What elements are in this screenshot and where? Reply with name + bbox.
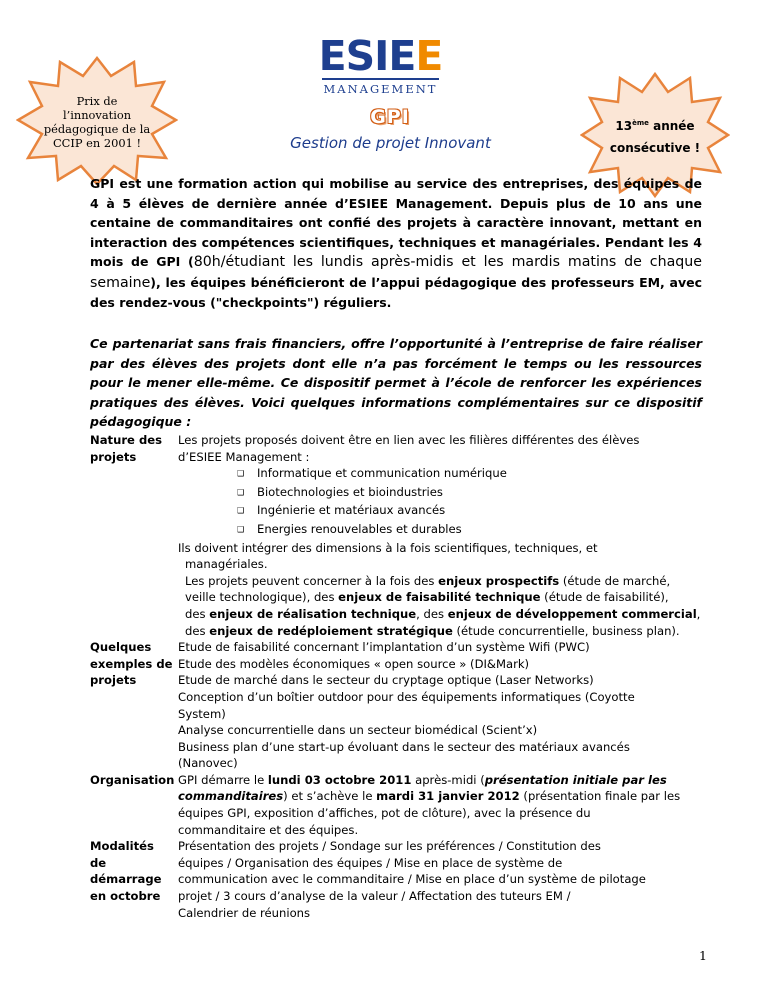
intro-paragraph: GPI est une formation action qui mobilise au service des entreprises, des équipes de 4 à 5 élèves de dernière année d’ESIEE Management. Depuis plus de 10 ans une centaine de commanditaires ont confié des projets à caractère innovant, mettant en interaction des compétences scientifiques, techniques et managériales. Pendant les 4 mois de GPI (80h/étudiant les lundis après-midis et les mardis matins de chaque semaine), les équipes bénéficieront de l’appui pédagogique des professeurs EM, avec des rendez-vous ("checkpoints") réguliers. [90,176,703,310]
list-item: ❑ Energies renouvelables et durables [178,521,710,540]
nature-row [90,432,710,639]
year-text: 13ème année consécutive ! [609,118,701,155]
list-item: Conception d’un boîtier outdoor pour des équipements informatiques (Coyotte [178,689,635,704]
esiee-logo [318,32,443,96]
row-label: Nature des projets [90,433,163,464]
partner-paragraph: Ce partenariat sans frais financiers, offre l’opportunité à l’entreprise de faire réaliser par des élèves des projets dont elle n’a pas forcément le temps ou les ressources pour le mener elle-même. Ce dispositif permet à l’école de renforcer les expériences pratiques des élèves. Voici quelques informations complémentaires sur ce dispositif pédagogique : [90,336,702,429]
page-title: GPI [370,106,410,128]
row-label: Organisation [90,772,175,787]
row-content: GPI démarre le lundi 03 octobre 2011 après-midi (présentation initiale par les commanditaires) et s’achève le mardi 31 janvier 2012 (présentation finale par les équipes GPI, exposition d’affiches, pot de clôture), avec la présence du commanditaire et des équipes. [178,772,681,837]
page-subtitle: Gestion de projet Innovant [290,134,491,152]
row-content [178,639,710,772]
row-content: Présentation des projets / Sondage sur les préférences / Constitution des équipes / Organisation des équipes / Mise en place de système de communication avec le commanditaire / Mise en place d’un système de pilotage projet / 3 cours d’analyse de la valeur / Affectation des tuteurs EM / Calendrier de réunions [178,839,646,920]
award-text: Prix de l’innovation pédagogique de la CCIP en 2001 ! [43,93,151,150]
list-item: Etude de marché dans le secteur du cryptage optique (Laser Networks) [178,673,594,688]
logo-wordmark: ESIEE [318,32,443,80]
list-item: System) [178,706,226,721]
row-content: Les projets proposés doivent être en lien avec les filières différentes des élèves d’ESIEE Management : ❑ Informatique et communication numérique ❑ Biotechnologies et bioindustries ❑ Ingénierie et matériaux avancés ❑ Energies renouvelables et durables Ils doivent intégrer des dimensions à la fois scientifiques, techniques, et managériales. Les projets peuvent concerner à la fois des enjeux prospectifs (étude de marché, veille technologique), des enjeux de faisabilité technique (étude de faisabilité), des enjeux de réalisation technique, des enjeux de développement commercial, des enjeux de redéploiement stratégique (étude concurrentielle, business plan). [178,432,710,639]
checkbox-bullet-icon: ❑ [237,524,245,534]
award-starburst [16,52,178,187]
modalites-row [90,838,710,921]
list-item: (Nanovec) [178,756,238,771]
list-item: Business plan d’une start-up évoluant dans le secteur des matériaux avancés [178,739,630,754]
logo-subtitle: MANAGEMENT [323,82,438,96]
row-label: Modalités de démarrage en octobre [90,839,162,904]
checkbox-bullet-icon: ❑ [237,487,245,497]
list-item: Analyse concurrentielle dans un secteur biomédical (Scient’x) [178,723,538,738]
list-item: Etude des modèles économiques « open source » (DI&Mark) [178,656,530,671]
checkbox-bullet-icon: ❑ [237,506,245,516]
organisation-row [90,772,710,838]
checkbox-bullet-icon: ❑ [237,469,245,479]
info-table [90,432,710,921]
page-number: 1 [699,948,707,963]
examples-row [90,639,710,772]
list-item: Etude de faisabilité concernant l’implantation d’un système Wifi (PWC) [178,640,590,655]
row-label: Quelques exemples de projets [90,640,173,688]
list-item: ❑ Ingénierie et matériaux avancés [178,502,710,521]
list-item: ❑ Biotechnologies et bioindustries [178,484,710,503]
list-item: ❑ Informatique et communication numérique [178,465,710,484]
